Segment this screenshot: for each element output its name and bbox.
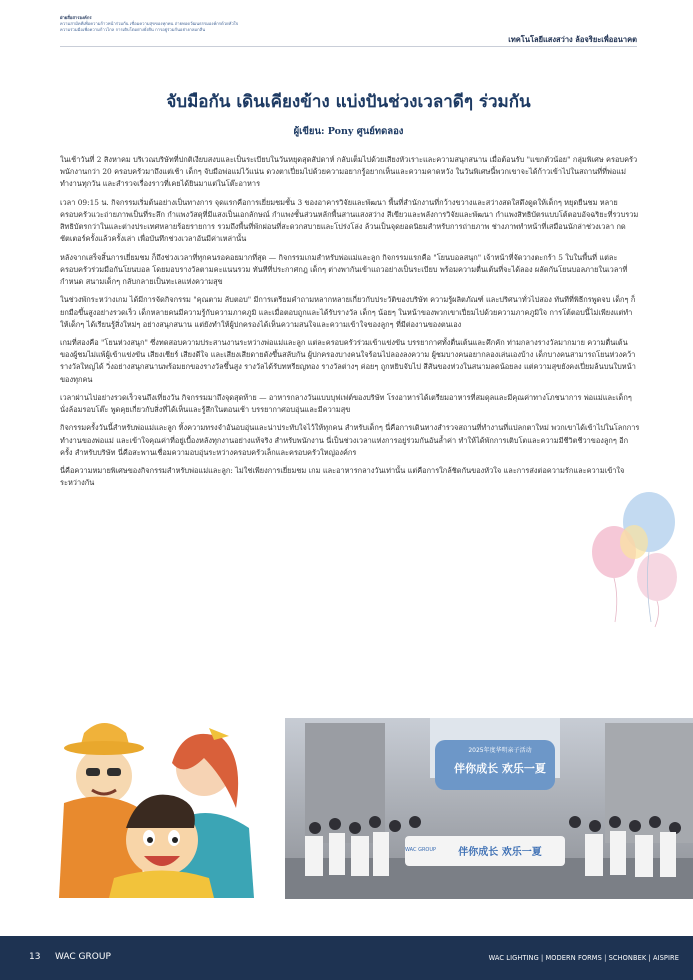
header-slogan: เทคโนโลยีแสงสว่าง ล้อจริยะเพื่ออนาคต <box>508 35 637 44</box>
page-footer <box>0 936 693 980</box>
paragraph: เวลาผ่านไปอย่างรวดเร็วจนถึงเที่ยงวัน กิจกรรมมาถึงจุดสุดท้าย — อาหารกลางวันแบบบุฟเฟต์ของบริษัท โรงอาหารได้เตรียมอาหารที่สมดุลและมีคุณค่าทางโภชนาการ พ่อแม่และเด็กๆ นั่งล้อมรอบโต๊ะ พูดคุยเกี่ยวกับสิ่งที่ได้เห็นและรู้สึกในตอนเช้า บรรยากาศอบอุ่นและมีความสุข <box>60 392 632 415</box>
footer-group-name: WAC GROUP <box>55 952 111 962</box>
header-divider <box>60 46 637 47</box>
paragraph: ในเช้าวันที่ 2 สิงหาคม บริเวณบริษัทที่ปกติเงียบสงบและเป็นระเบียบในวันหยุดสุดสัปดาห์ กลับเต็มไปด้วยเสียงหัวเราะและความสนุกสนาน เมื่อต้อนรับ "แขกตัวน้อย" กลุ่มพิเศษ ครอบครัวพนักงานกว่า 20 ครอบครัวมาถึงแต่เช้า เด็กๆ จับมือพ่อแม่ไว้แน่น ดวงตาเปี่ยมไปด้วยความอยากรู้อยากเห็นและความคาดหวัง ในวันพิเศษนี้พวกเขาจะได้ก้าวเข้าไปในสถานที่ที่พ่อแม่ทำงานทุกวัน และสำรวจเรื่องราวที่เคยได้ยินมาแต่ในโต๊ะอาหาร <box>60 155 638 189</box>
balloons-illustration <box>569 482 679 632</box>
article-author: ผู้เขียน: Pony ศูนย์ทดลอง <box>293 126 404 137</box>
paragraph: เวลา 09:15 น. กิจกรรมเริ่มต้นอย่างเป็นทางการ จุดแรกคือการเยี่ยมชมชั้น 3 ของอาคารวิจัยและพัฒนา พื้นที่สำนักงานที่กว้างขวางและสว่างสดใสดึงดูดให้เด็กๆ หยุดยืนชม หลายครอบครัวแวะถ่ายภาพเป็นที่ระลึก กำแพงวัสดุที่มีแสงเป็นเอกลักษณ์ กำแพงชั้นส่วนหลักพื้นสานแสงสว่าง สีเขียวและพลังการวิจัยและพัฒนา กำแพงสิทธิบัตรแบบโต้ตอบอัจฉริยะที่รวบรวมสิทธิบัตรกว่าในและต่างประเทศหลายร้อยรายการ รวมถึงพื้นที่พักผ่อนที่สะดวกสบายและโปร่งโล่ง ล้วนเป็นจุดยอดนิยมสำหรับการถ่ายภาพ ช่างภาพทำหน้าที่เสมือนนักล่าช่วงเวลา กดชัตเตอร์ครั้งแล้วครั้งเล่า เพื่อบันทึกช่วงเวลาอันมีค่าเหล่านั้น <box>60 197 639 244</box>
banner-title-top: 2025年度华明亲子活动 <box>468 747 532 754</box>
banner-held-text: 伴你成长 欢乐一夏 <box>458 847 542 858</box>
banner-brand-logo: WAC GROUP <box>405 847 437 853</box>
header-department: ฝ่ายสื่อสารองค์กร <box>60 15 92 20</box>
paragraph: ในช่วงพักระหว่างเกม ได้มีการจัดกิจกรรม "คุณตาม ลับตอบ" มีการเตรียมคำถามหลากหลายเกี่ยวกับประวัติของบริษัท ความรู้ผลิตภัณฑ์ และปริศนาทั่วไปสอง ทันทีที่พิธีกรพูดจบ เด็กๆ ก็ยกมือขึ้นสูงอย่างรวดเร็ว เด็กหลายคนมีความรู้กับความภาคภูมิ และเมื่อตอบถูกและได้รับรางวัล เด็กๆ น้อยๆ ในหน้าของพวกเขาเปี่ยมไปด้วยความภาคภูมิใจ การโต้ตอบนี้ไม่เพียงแต่ทำให้เด็กๆ ได้เรียนรู้สิ่งใหม่ๆ อย่างสนุกสนาน แต่ยังทำให้ผู้ปกครองได้เห็นความสนใจและความเข้าใจของลูกๆ ที่มีต่องานของตนเอง <box>60 295 636 329</box>
banner-title-main: 伴你成长 欢乐一夏 <box>454 762 546 775</box>
header-tagline-line: ความร่วมมือเพื่อความก้าวไกล การเติบโตอย่างยั่งยืน การอยู่ร่วมกันอย่างกลมกลืน <box>60 27 206 32</box>
header-tagline-block <box>60 15 360 33</box>
paragraph: นี่คือความหมายพิเศษของกิจกรรมสำหรับพ่อแม่และลูก: ไม่ใช่เพียงการเยี่ยมชม เกม และอาหารกลางวันเท่านั้น แต่คือการใกล้ชิดกันของหัวใจ และการส่งต่อความรักและความเข้าใจระหว่างกัน <box>60 466 625 488</box>
paragraph: เกมที่สองคือ "โยนห่วงสนุก" ซึ่งทดสอบความประสานงานระหว่างพ่อแม่และลูก แต่ละครอบครัวร่วมเข้าแข่งขัน บรรยากาศทั้งตื่นเต้นและคึกคัก ท่ามกลางรางวัลมากมาย ความตื่นเต้นของผู้ชมไม่แพ้ผู้เข้าแข่งขัน เสียงเชียร์ เสียงดีใจ และเสียงเสียดายดังขึ้นสลับกัน ผู้ปกครองบางคนใจร้อนไปลองลงความ ผู้ชมบางคนอยากลองเล่นเองบ้าง เด็กบางคนสามารถโยนห่วงคว้ารางวัลใหญ่ได้ วิ่งอย่างสนุกสนานพร้อมยกของรางวัลขึ้นสูง รางวัลได้รับทหรียญทอง รางวัลต่างๆ ค่อยๆ ถูกหยิบจับไป สีสันของห่วงในสนามลดน้อยลง แต่ความสุขยังคงเปี่ยมล้นบนใบหน้าของทุกคน <box>60 338 636 384</box>
paragraph: หลังจากเสร็จสิ้นการเยี่ยมชม ก็ถึงช่วงเวลาที่ทุกคนรอคอยมากที่สุด — กิจกรรมเกมสำหรับพ่อแม่และลูก กิจกรรมแรกคือ "โยนบอลสนุก" เจ้าหน้าที่จัดวางตะกร้า 5 ใบในพื้นที่ แต่ละครอบครัวร่วมมือกันโยนบอล โดยมอบรางวัลตามคะแนนรวม ทันทีที่ประกาศกฎ เด็กๆ ต่างพากันเข้าแถวอย่างเป็นระเบียบ พร้อมความตื่นเต้นที่จะได้ลอง ผลัดกันโยนบอลภายในเวลาที่กำหนด สนามเด็กๆ กลับกลายเป็นทะเลแห่งความสุข <box>60 252 628 287</box>
page-number: 13 <box>29 952 41 962</box>
header-tagline-line: ความสามัคคีเพื่อความก้าวหน้าร่วมกัน เชื่อมความสุขของทุกคน ถ่ายทอดวัฒนธรรมองค์กรด้วยหัวใจ <box>60 21 239 26</box>
family-cartoon-illustration <box>44 718 289 898</box>
paragraph: กิจกรรมครั้งวันนี้สำหรับพ่อแม่และลูก ทิ้งความทรงจำอันอบอุ่นและน่าประทับใจไว้ให้ทุกคน สำหรับเด็กๆ นี่คือการเดินทางสำรวจสถานที่ทำงานที่แปลกตาใหม่ พวกเขาได้เข้าไปในโลกการทำงานของพ่อแม่ และเข้าใจคุณค่าที่อยู่เบื้องหลังทุกงานอย่างแท้จริง สำหรับพนักงาน นี่เป็นช่วงเวลาแห่งการอยู่ร่วมกันอันล้ำค่า ทำให้ได้พักการเติบโตและความมีชีวิตชีวาของลูกๆ อีกครั้ง สำหรับบริษัท นี่คือสะพานเชื่อมความอบอุ่นระหว่างครอบครัวเล็กและครอบครัวใหญ่องค์กร <box>60 423 640 457</box>
footer-brand-list: WAC LIGHTING | MODERN FORMS | SCHONBEK | AISPIRE <box>488 954 679 962</box>
article-body <box>60 154 640 496</box>
article-title: จับมือกัน เดินเคียงข้าง แบ่งปันช่วงเวลาดีๆ ร่วมกัน <box>166 92 531 112</box>
